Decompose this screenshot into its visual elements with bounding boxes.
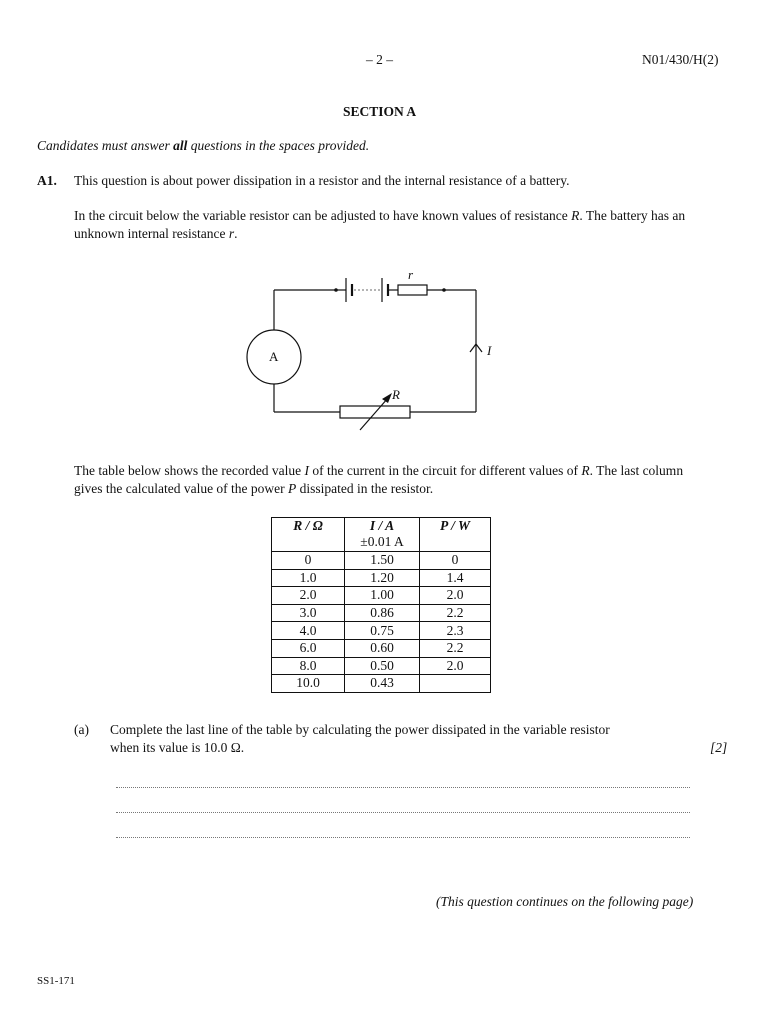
part-a-marks: [2]: [710, 740, 728, 755]
ti-symbol-R: R: [581, 463, 590, 478]
cell-power: 1.4: [420, 569, 491, 587]
cell-resistance: 2.0: [272, 587, 345, 605]
junction-dot-left: [334, 288, 338, 292]
instructions-emphasis: all: [173, 138, 188, 153]
cell-power: 2.0: [420, 657, 491, 675]
table-row: [272, 675, 491, 693]
table-row: [272, 587, 491, 605]
cell-resistance: 8.0: [272, 657, 345, 675]
para-text-3: .: [234, 226, 238, 241]
section-title: SECTION A: [343, 104, 417, 119]
variable-resistor-arrow-shaft: [360, 398, 388, 430]
circuit-diagram: [230, 262, 510, 432]
answer-line-1[interactable]: [116, 787, 690, 788]
cell-resistance: 6.0: [272, 639, 345, 657]
cell-power: 2.0: [420, 587, 491, 605]
header-resistance: R / Ω: [272, 518, 345, 552]
cell-resistance: 10.0: [272, 675, 345, 693]
cell-resistance: 3.0: [272, 604, 345, 622]
table-row: [272, 569, 491, 587]
label-R: R: [392, 387, 400, 402]
page-number: – 2 –: [366, 52, 393, 67]
continues-note: (This question continues on the following page): [436, 894, 694, 909]
part-a-line1: Complete the last line of the table by calculating the power dissipated in the variable resistor: [110, 722, 610, 737]
part-a-line2: when its value is 10.0 Ω.: [110, 740, 245, 755]
cell-current: 0.60: [345, 639, 420, 657]
header-current: [345, 518, 420, 552]
ti-symbol-I: I: [304, 463, 310, 478]
instructions: [37, 138, 369, 154]
instructions-before: Candidates must answer: [37, 138, 174, 153]
label-I: I: [487, 343, 492, 358]
para-text-1: In the circuit below the variable resistor can be adjusted to have known values of resistance: [74, 208, 572, 223]
cell-power: 2.2: [420, 604, 491, 622]
ti-symbol-P: P: [288, 481, 297, 496]
cell-power: [420, 675, 491, 693]
para-symbol-r: r: [228, 226, 235, 241]
ti-text-b: of the current in the circuit for different values of: [309, 463, 582, 478]
paper-code: N01/430/H(2): [642, 52, 719, 67]
question-intro: This question is about power dissipation in a resistor and the internal resistance of a battery.: [74, 173, 570, 188]
answer-line-3[interactable]: [116, 837, 690, 838]
ti-text-d: dissipated in the resistor.: [296, 481, 434, 496]
table-row: [272, 639, 491, 657]
header-current-uncertainty: ±0.01 A: [360, 534, 404, 549]
part-a-label: (a): [74, 722, 89, 737]
cell-current: 1.50: [345, 552, 420, 570]
variable-resistor-arrowhead: [382, 393, 392, 403]
table-row: [272, 657, 491, 675]
ammeter-label: A: [269, 349, 279, 364]
footer-code: SS1-171: [37, 975, 75, 987]
data-table: [271, 517, 491, 693]
question-number: A1.: [37, 173, 57, 188]
para-text-2: . The battery has an unknown internal resistance: [74, 208, 686, 241]
cell-resistance: 4.0: [272, 622, 345, 640]
header-power: P / W: [420, 518, 491, 552]
cell-power: 2.2: [420, 639, 491, 657]
table-row: [272, 604, 491, 622]
answer-line-2[interactable]: [116, 812, 690, 813]
table-intro: [74, 462, 704, 498]
ti-text-c: . The last column gives the calculated value of the power: [74, 463, 684, 496]
cell-current: 0.50: [345, 657, 420, 675]
table-body: [272, 552, 491, 693]
junction-dot-right: [442, 288, 446, 292]
cell-power: 2.3: [420, 622, 491, 640]
header-current-label: I / A: [369, 518, 395, 533]
instructions-after: questions in the spaces provided.: [187, 138, 370, 153]
internal-resistor: [398, 285, 427, 295]
cell-current: 0.86: [345, 604, 420, 622]
cell-current: 1.20: [345, 569, 420, 587]
circuit-description: [74, 207, 704, 243]
label-r: r: [408, 267, 414, 282]
table-header-row: [272, 518, 491, 552]
ti-text-a: The table below shows the recorded value: [74, 463, 305, 478]
table-row: [272, 622, 491, 640]
cell-resistance: 0: [272, 552, 345, 570]
table-row: [272, 552, 491, 570]
cell-current: 0.43: [345, 675, 420, 693]
cell-power: 0: [420, 552, 491, 570]
cell-current: 0.75: [345, 622, 420, 640]
cell-current: 1.00: [345, 587, 420, 605]
cell-resistance: 1.0: [272, 569, 345, 587]
para-symbol-R: R: [571, 208, 580, 223]
